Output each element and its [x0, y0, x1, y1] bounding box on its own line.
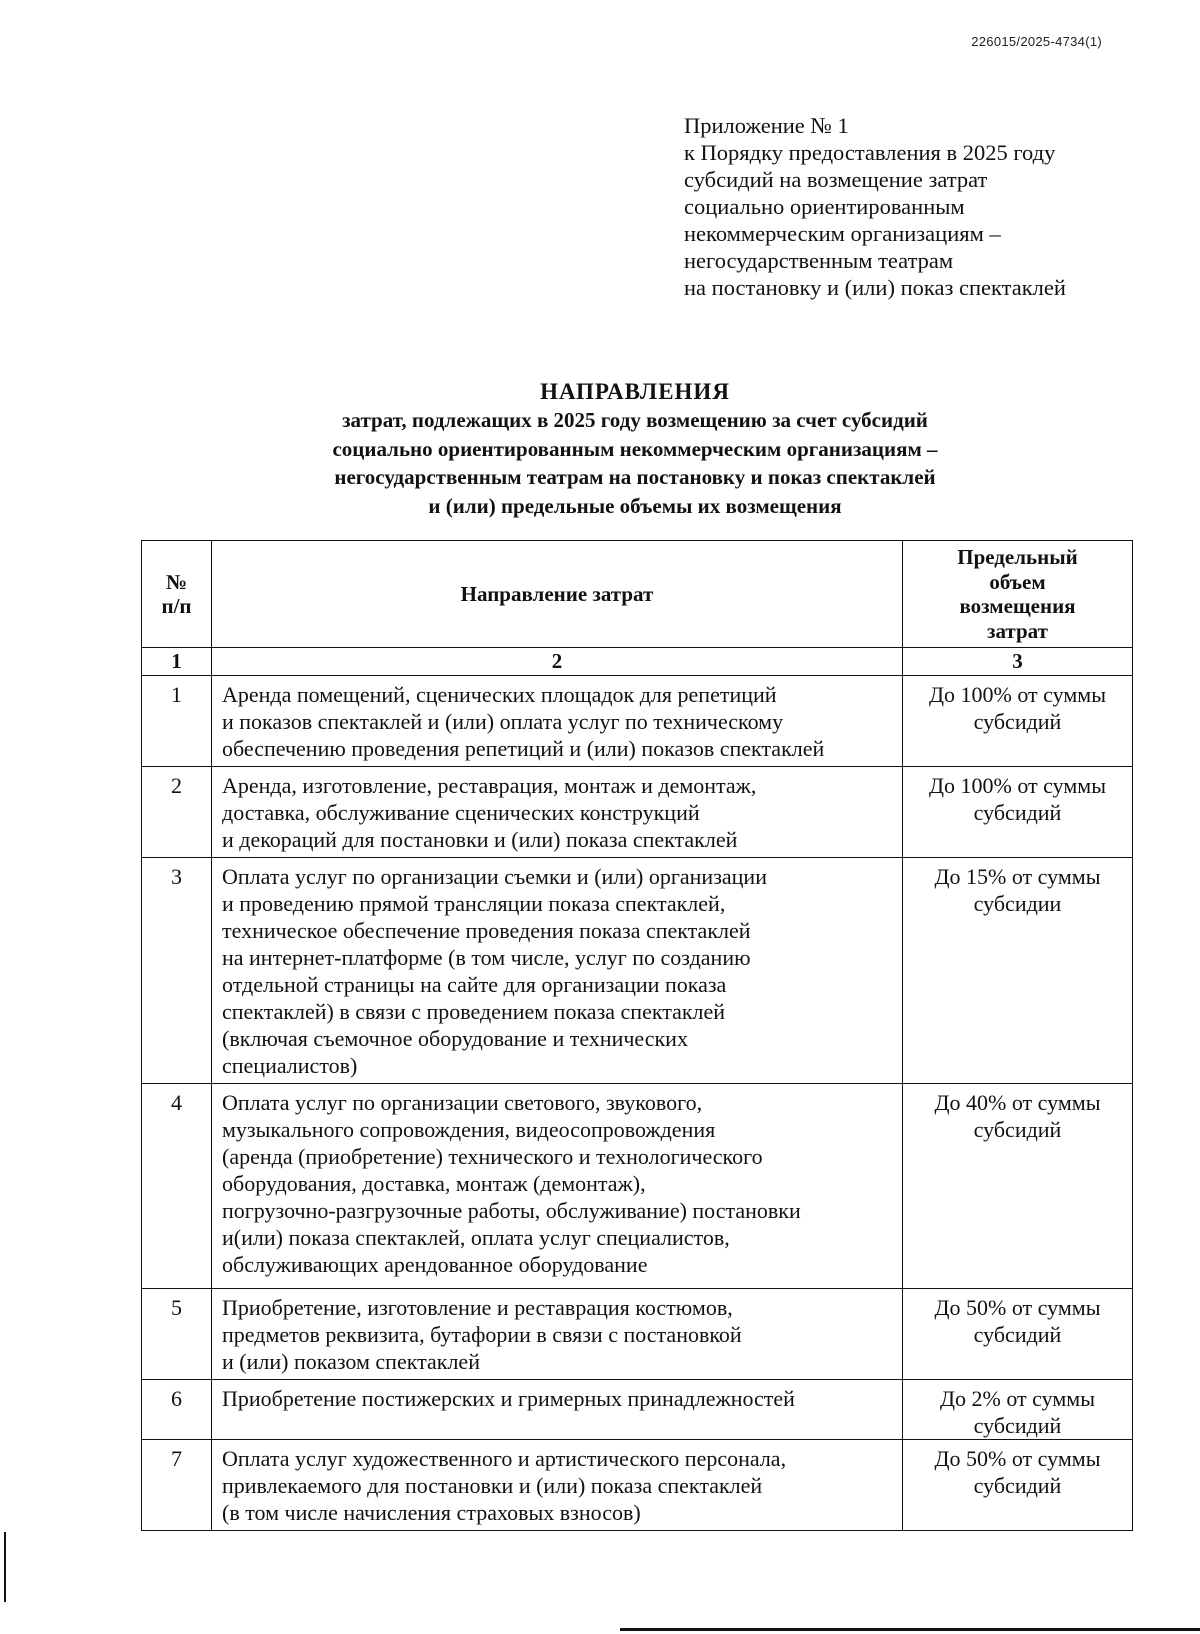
table-row	[142, 676, 1133, 767]
limit-line: субсидий	[973, 709, 1062, 734]
column-number: 1	[142, 648, 212, 676]
limit-line: До 50% от суммы	[934, 1446, 1101, 1471]
subtitle-line: негосударственным театрам на постановку и показ спектаклей	[334, 465, 936, 489]
row-direction	[212, 1380, 903, 1440]
direction-line: и (или) показом спектаклей	[222, 1349, 480, 1374]
limit-line: До 100% от суммы	[929, 682, 1106, 707]
row-limit	[903, 858, 1133, 1084]
direction-line: на интернет-платформе (в том числе, услуг по созданию	[222, 945, 751, 970]
row-direction	[212, 676, 903, 767]
scan-edge-mark	[4, 1532, 6, 1602]
table-row	[142, 1289, 1133, 1380]
row-direction	[212, 858, 903, 1084]
title-subtitle	[140, 406, 1130, 520]
direction-line: и проведению прямой трансляции показа спектаклей,	[222, 891, 726, 916]
row-number: 4	[142, 1084, 212, 1289]
limit-line: субсидий	[973, 1117, 1062, 1142]
table-row	[142, 1084, 1133, 1289]
direction-line: Оплата услуг художественного и артистического персонала,	[222, 1446, 787, 1471]
direction-line: Аренда помещений, сценических площадок для репетиций	[222, 682, 777, 707]
subtitle-line: затрат, подлежащих в 2025 году возмещению за счет субсидий	[342, 408, 928, 432]
direction-line: привлекаемого для постановки и (или) показа спектаклей	[222, 1473, 763, 1498]
header-number-line: №	[165, 569, 188, 594]
direction-line: и декораций для постановки и (или) показа спектаклей	[222, 827, 738, 852]
subtitle-line: социально ориентированным некоммерческим организациям –	[332, 436, 938, 461]
column-number: 2	[212, 648, 903, 676]
direction-line: оборудования, доставка, монтаж (демонтаж),	[222, 1171, 646, 1196]
direction-line: предметов реквизита, бутафории в связи с постановкой	[222, 1322, 742, 1347]
row-number: 3	[142, 858, 212, 1084]
header-number-line: п/п	[161, 594, 192, 618]
appendix-line: к Порядку предоставления в 2025 году	[684, 140, 1056, 165]
appendix-line: Приложение № 1	[684, 113, 849, 138]
limit-line: До 40% от суммы	[934, 1090, 1101, 1115]
column-number-row	[142, 648, 1133, 676]
direction-line: Оплата услуг по организации съемки и (или) организации	[222, 864, 767, 889]
header-limit	[903, 541, 1133, 648]
header-limit-line: Предельный	[957, 545, 1078, 569]
row-direction	[212, 767, 903, 858]
cost-directions-table	[141, 540, 1133, 1531]
appendix-line: на постановку и (или) показ спектаклей	[684, 275, 1066, 300]
limit-line: субсидий	[973, 800, 1062, 825]
direction-line: спектаклей) в связи с проведением показа спектаклей	[222, 999, 726, 1024]
row-number: 6	[142, 1380, 212, 1440]
subtitle-line: и (или) предельные объемы их возмещения	[428, 493, 842, 518]
direction-line: техническое обеспечение проведения показа спектаклей	[222, 918, 751, 943]
direction-line: Приобретение постижерских и гримерных принадлежностей	[222, 1386, 795, 1411]
appendix-line: негосударственным театрам	[684, 248, 954, 273]
appendix-line: социально ориентированным	[684, 194, 965, 219]
direction-line: музыкального сопровождения, видеосопровождения	[222, 1117, 716, 1142]
scan-bottom-edge	[620, 1628, 1200, 1631]
table-row	[142, 767, 1133, 858]
row-limit	[903, 1084, 1133, 1289]
direction-line: специалистов)	[222, 1053, 358, 1078]
direction-line: отдельной страницы на сайте для организации показа	[222, 972, 727, 997]
direction-line: Приобретение, изготовление и реставрация костюмов,	[222, 1295, 733, 1320]
limit-line: До 2% от суммы	[940, 1386, 1095, 1411]
header-limit-line: затрат	[987, 618, 1048, 643]
document-title	[140, 378, 1130, 520]
row-limit	[903, 676, 1133, 767]
row-number: 2	[142, 767, 212, 858]
direction-line: (аренда (приобретение) технического и технологического	[222, 1144, 763, 1169]
direction-line: обеспечению проведения репетиций и (или) показов спектаклей	[222, 736, 825, 761]
table-header-row	[142, 541, 1133, 648]
appendix-header	[684, 112, 1144, 301]
table-row	[142, 858, 1133, 1084]
row-number: 7	[142, 1440, 212, 1531]
header-direction: Направление затрат	[212, 541, 903, 648]
column-number: 3	[903, 648, 1133, 676]
direction-line: (включая съемочное оборудование и технических	[222, 1026, 688, 1051]
limit-line: субсидий	[973, 1413, 1062, 1438]
row-direction	[212, 1440, 903, 1531]
direction-line: Аренда, изготовление, реставрация, монтаж и демонтаж,	[222, 773, 757, 798]
header-limit-line: объем	[989, 569, 1046, 594]
direction-line: доставка, обслуживание сценических конструкций	[222, 800, 700, 825]
direction-line: обслуживающих арендованное оборудование	[222, 1252, 648, 1277]
direction-line: (в том числе начисления страховых взносов)	[222, 1500, 641, 1525]
row-limit	[903, 1440, 1133, 1531]
row-limit	[903, 767, 1133, 858]
direction-line: Оплата услуг по организации светового, звукового,	[222, 1090, 703, 1115]
table-row	[142, 1380, 1133, 1440]
limit-line: До 100% от суммы	[929, 773, 1106, 798]
header-limit-line: возмещения	[959, 594, 1076, 618]
row-number: 1	[142, 676, 212, 767]
row-number: 5	[142, 1289, 212, 1380]
row-direction	[212, 1289, 903, 1380]
row-limit	[903, 1380, 1133, 1440]
title-main: НАПРАВЛЕНИЯ	[540, 379, 730, 404]
direction-line: и показов спектаклей и (или) оплата услуг по техническому	[222, 709, 784, 734]
row-limit	[903, 1289, 1133, 1380]
header-number	[142, 541, 212, 648]
row-direction	[212, 1084, 903, 1289]
direction-line: погрузочно-разгрузочные работы, обслуживание) постановки	[222, 1198, 801, 1223]
appendix-line: субсидий на возмещение затрат	[684, 167, 988, 192]
limit-line: субсидий	[973, 1473, 1062, 1498]
limit-line: До 15% от суммы	[934, 864, 1101, 889]
limit-line: субсидий	[973, 1322, 1062, 1347]
direction-line: и(или) показа спектаклей, оплата услуг специалистов,	[222, 1225, 730, 1250]
limit-line: До 50% от суммы	[934, 1295, 1101, 1320]
limit-line: субсидии	[973, 891, 1062, 916]
table-row	[142, 1440, 1133, 1531]
appendix-line: некоммерческим организациям –	[684, 221, 1001, 246]
document-registration-number: 226015/2025-4734(1)	[971, 34, 1102, 49]
